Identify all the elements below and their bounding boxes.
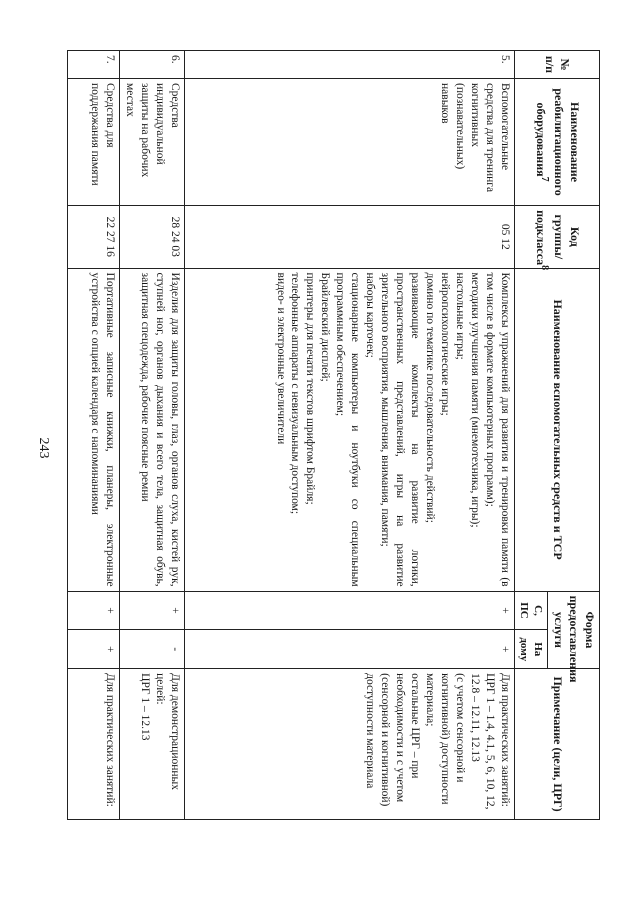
header-code: Код группы/ подкласса$^8$ <box>514 206 599 268</box>
tools-line: Брайлевский дисплей; <box>319 272 332 382</box>
page-number: 243 <box>36 437 51 459</box>
cell-code: 05 12 <box>184 206 514 268</box>
header-form: Форма предоставления услуги <box>548 591 600 669</box>
cell-note <box>184 669 514 820</box>
note-line: Для демонстрационных целей: <box>153 673 181 791</box>
note-line: Для практических занятий: <box>103 673 116 807</box>
cell-note <box>67 669 119 820</box>
cell-form-b: + <box>67 630 119 669</box>
header-num: № п/п <box>514 51 599 79</box>
tools-line: Комплексы упражнений для развития и тренировки памяти (в том числе в формате компьютерных программ); <box>483 272 511 587</box>
header-name: Наименование реабилитационного оборудования$^7$ <box>514 79 599 206</box>
cell-name: Средства для поддержания памяти <box>67 79 119 206</box>
note-line: Для практических занятий: <box>498 673 511 807</box>
cell-num: 6. <box>119 51 184 79</box>
cell-num: 7. <box>67 51 119 79</box>
table-row <box>184 51 514 820</box>
cell-form-a: + <box>184 591 514 630</box>
tools-line: настольные игры; <box>453 272 466 360</box>
tools-line: видео- и электронные увеличители <box>274 272 287 445</box>
cell-tools <box>184 268 514 591</box>
cell-note <box>119 669 184 820</box>
tools-line: наборы карточек; <box>364 272 377 358</box>
cell-num: 5. <box>184 51 514 79</box>
table-row <box>119 51 184 820</box>
cell-form-a: + <box>67 591 119 630</box>
tools-line: Изделия для защиты головы, глаз, органов слуха, кистей рук, ступней ног, органов дыхания и всего тела, защитная обувь, защитная спецодежда, рабочие поясные ремни <box>138 272 181 587</box>
tools-line: развивающие комплекты на развитие логики, пространственных представлений, игры на развитие зрительного восприятия, мышления, внимания, памяти; <box>379 272 421 587</box>
cell-code: 22 27 16 <box>67 206 119 268</box>
cell-tools <box>119 268 184 591</box>
cell-name: Средства индивидуальной защиты на рабочих местах <box>119 79 184 206</box>
cell-form-b: - <box>119 630 184 669</box>
note-line: остальные ЦРГ – при необходимости и с учетом (сенсорной и когнитивной) доступности материала <box>364 673 421 807</box>
tools-line: нейропсихологические игры; <box>438 272 451 416</box>
table-row <box>67 51 119 820</box>
cell-code: 28 24 03 <box>119 206 184 268</box>
cell-form-b: + <box>184 630 514 669</box>
note-line: ЦРГ 1 – 12.13 <box>138 673 151 741</box>
tools-line: домино по тематике последовательность действий; <box>423 272 436 523</box>
header-form-b: На дому <box>514 630 548 669</box>
header-tools: Наименование вспомогательных средств и ТСР <box>514 268 599 591</box>
cell-tools <box>67 268 119 591</box>
tools-line: стационарные компьютеры и ноутбуки со специальным программным обеспечением; <box>334 272 362 587</box>
rotated-table-wrapper <box>88 50 600 820</box>
note-line: (с учетом сенсорной и когнитивной) доступности материала; <box>423 673 466 805</box>
cell-form-a: + <box>119 591 184 630</box>
cell-name: Вспомогательные средства для тренинга когнитивных (познавательных) навыков <box>184 79 514 206</box>
tools-line: методики улучшения памяти (мнемотехника, игры); <box>468 272 481 528</box>
note-line: ЦРГ 1 – 1.4, 4.1, 5, 6, 10, 12, 12.8 – 12.11, 12.13 <box>468 673 496 810</box>
tools-line: принтеры для печати текстов шрифтом Брайля; <box>304 272 317 505</box>
header-form-a: С, ПС <box>514 591 548 630</box>
tools-line: телефонные аппараты с невизуальным доступом; <box>289 272 302 515</box>
tools-line: Портативные записные книжки, планеры, электронные устройства с опцией календаря с напоминаниями <box>88 272 116 587</box>
header-note: Примечание (цели, ЦРГ) <box>514 669 599 820</box>
equipment-table <box>67 50 600 820</box>
